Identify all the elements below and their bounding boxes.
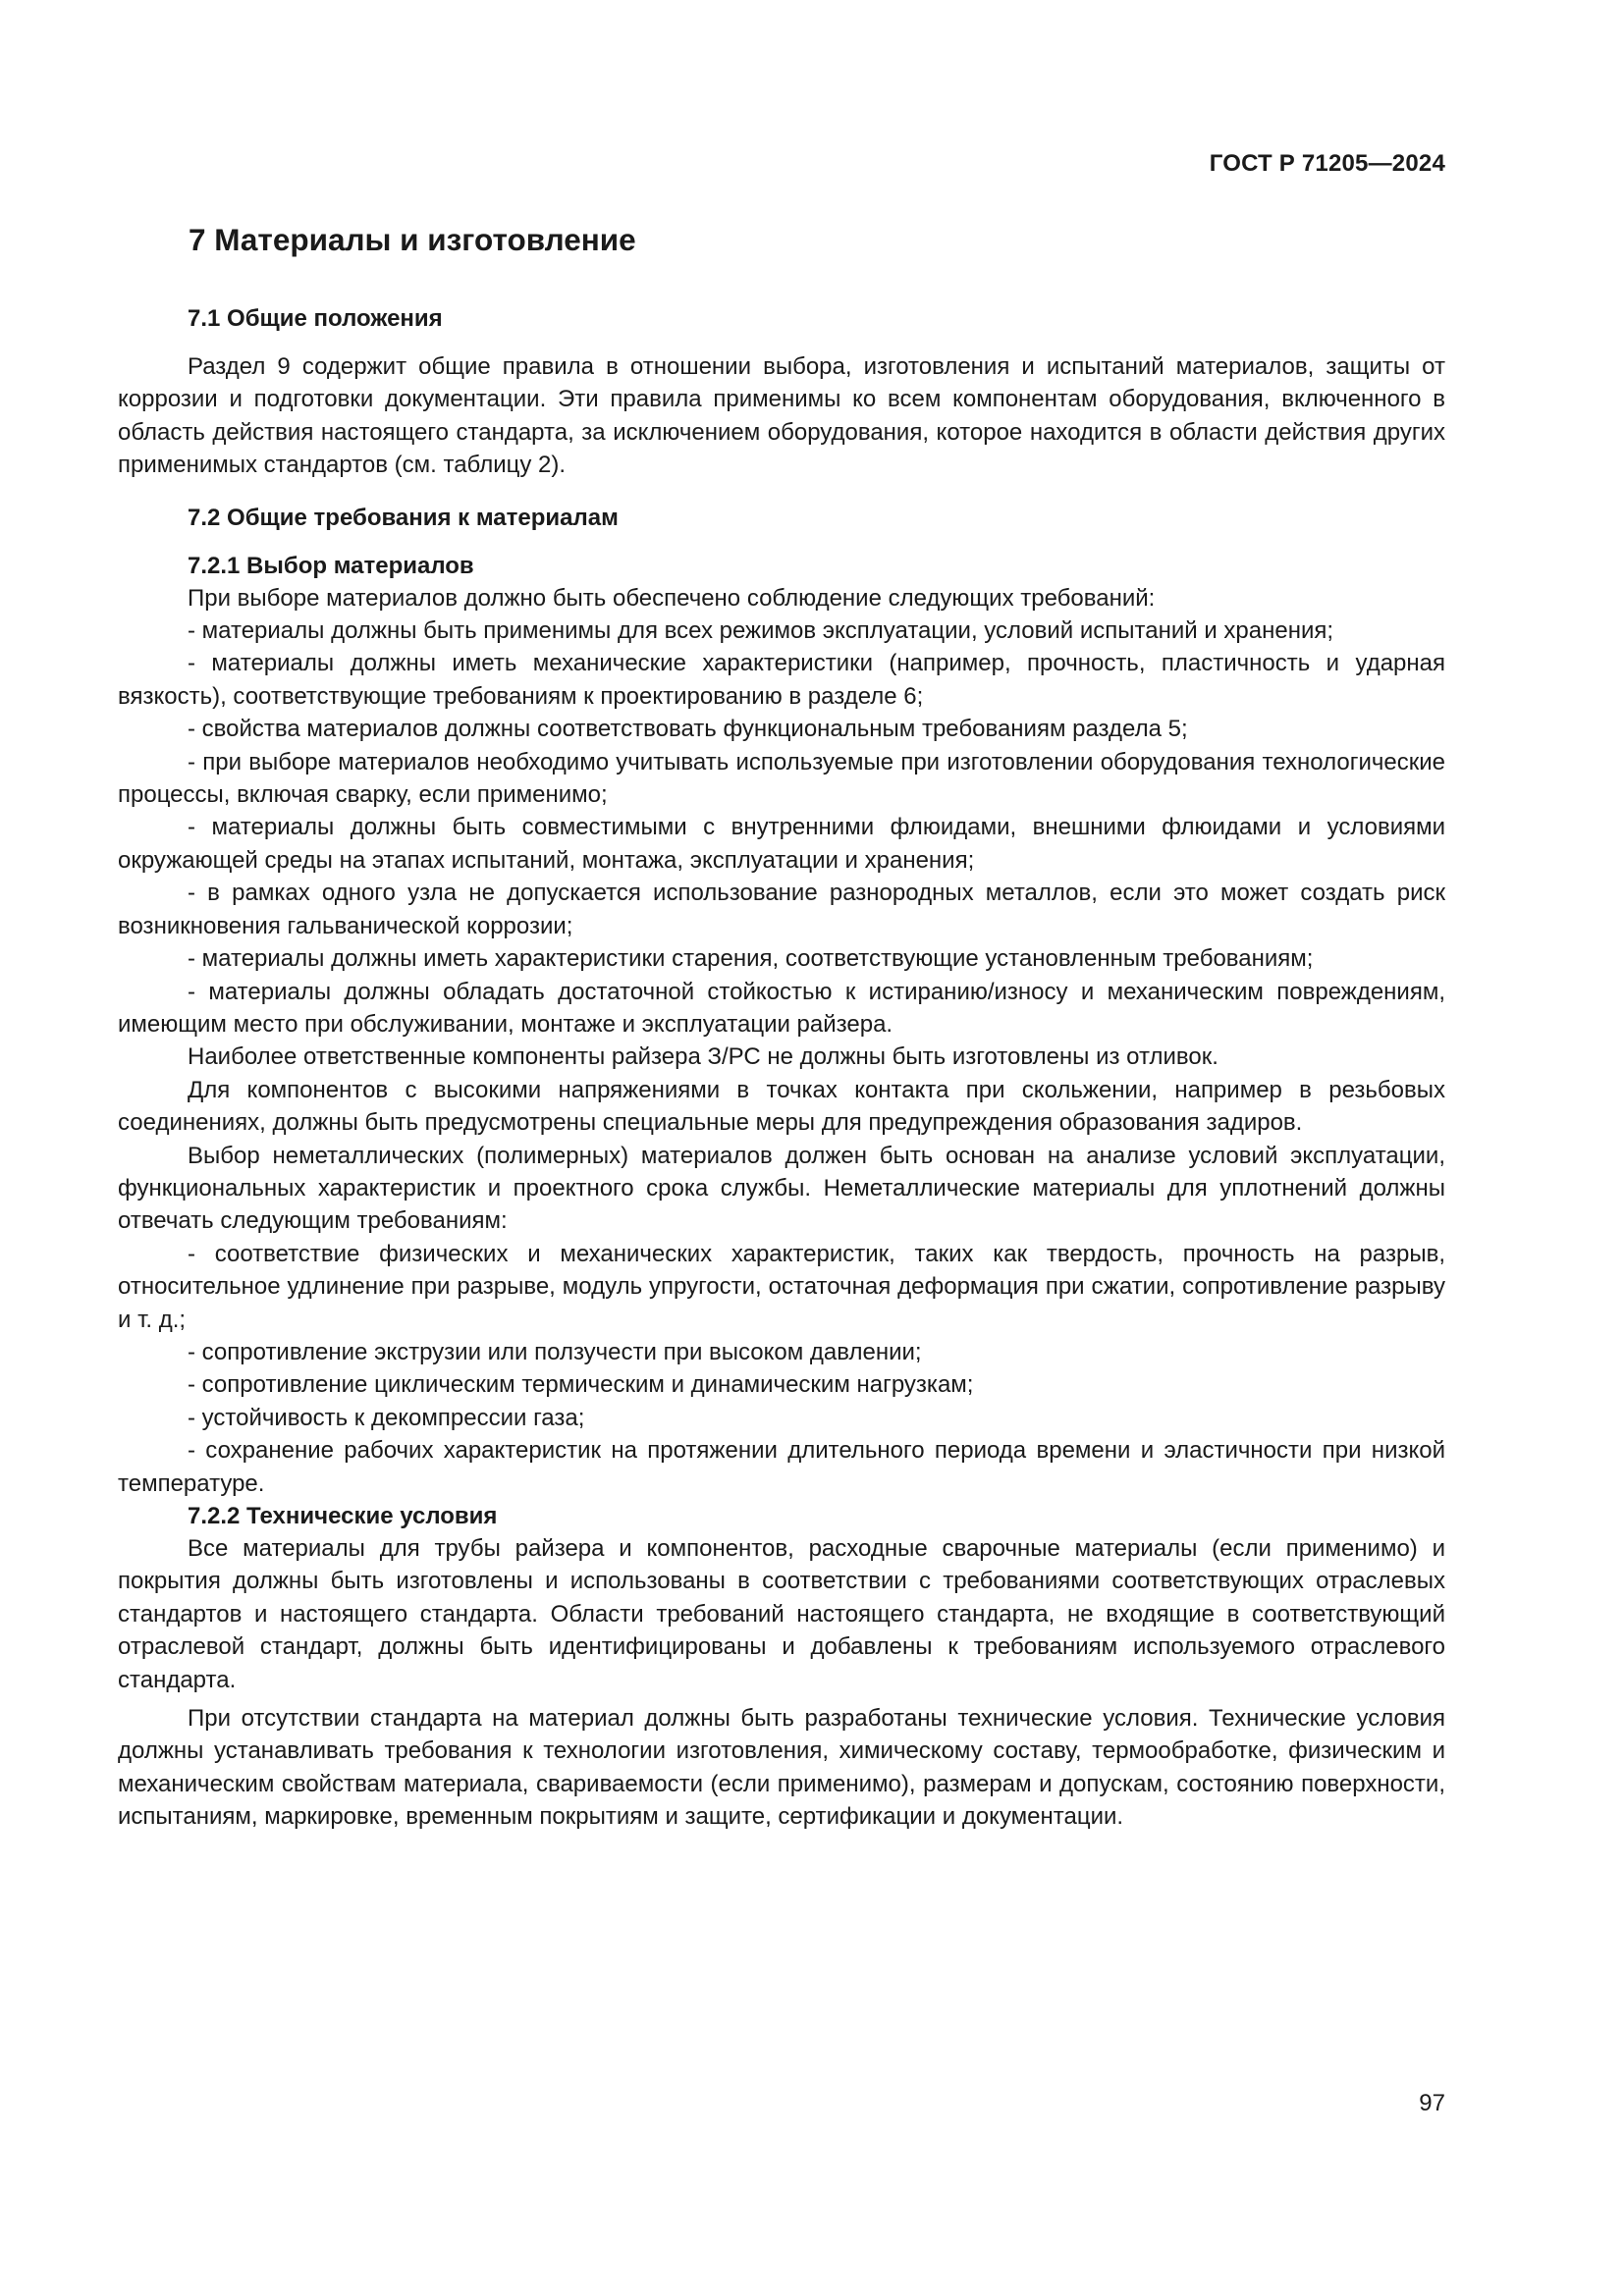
list-item: - сопротивление экструзии или ползучести при высоком давлении; <box>188 1338 922 1365</box>
list-item: - материалы должны быть совместимыми с внутренними флюидами, внешними флюидами и условиями окружающей среды на этапах испытаний, монтажа, эксплуатации и хранения; <box>118 814 1445 874</box>
subsection-7-2-2-title: 7.2.2 Технические условия <box>188 1503 498 1529</box>
page-content <box>118 218 1445 1834</box>
paragraph: Все материалы для трубы райзера и компонентов, расходные сварочные материалы (если применимо) и покрытия должны быть изготовлены и использованы в соответствии с требованиями соответствующих отраслевых стандартов и настоящего стандарта. Области требований настоящего стандарта, не входящие в соответствующий отраслевой стандарт, должны быть идентифицированы и добавлены к требованиям используемого отраслевого стандарта. <box>118 1535 1445 1693</box>
paragraph: При выборе материалов должно быть обеспечено соблюдение следующих требований: <box>188 584 1156 612</box>
document-code: ГОСТ Р 71205—2024 <box>1209 150 1445 177</box>
list-item: - устойчивость к декомпрессии газа; <box>188 1404 585 1431</box>
paragraph: Раздел 9 содержит общие правила в отношении выбора, изготовления и испытаний материалов, защиты от коррозии и подготовки документации. Эти правила применимы ко всем компонентам оборудования, включенного в область действия настоящего стандарта, за исключением оборудования, которое находится в области действия других применимых стандартов (см. таблицу 2). <box>118 353 1445 479</box>
list-item: - свойства материалов должны соответствовать функциональным требованиям раздела 5; <box>188 716 1188 743</box>
list-item: - сохранение рабочих характеристик на протяжении длительного периода времени и эластичности при низкой температуре. <box>118 1437 1445 1497</box>
list-item: - материалы должны иметь механические характеристики (например, прочность, пластичность и ударная вязкость), соответствующие требованиям к проектированию в разделе 6; <box>118 650 1445 710</box>
list-item: - материалы должны быть применимы для всех режимов эксплуатации, условий испытаний и хранения; <box>188 617 1334 645</box>
subsection-7-2-1-title: 7.2.1 Выбор материалов <box>188 552 474 579</box>
list-item: - при выборе материалов необходимо учитывать используемые при изготовлении оборудования технологические процессы, включая сварку, если применимо; <box>118 748 1445 809</box>
subsection-7-2-title: 7.2 Общие требования к материалам <box>188 504 619 531</box>
paragraph: Выбор неметаллических (полимерных) материалов должен быть основан на анализе условий эксплуатации, функциональных характеристик и проектного срока службы. Неметаллические материалы для уплотнений должны отвечать следующим требованиям: <box>118 1142 1445 1235</box>
paragraph: Наиболее ответственные компоненты райзера З/РС не должны быть изготовлены из отливок. <box>188 1043 1218 1071</box>
list-item: - материалы должны иметь характеристики старения, соответствующие установленным требованиям; <box>188 945 1314 973</box>
list-item: - соответствие физических и механических характеристик, таких как твердость, прочность на разрыв, относительное удлинение при разрыве, модуль упругости, остаточная деформация при сжатии, сопротивление разрыву и т. д.; <box>118 1240 1445 1333</box>
paragraph: При отсутствии стандарта на материал должны быть разработаны технические условия. Технические условия должны устанавливать требования к технологии изготовления, химическому составу, термообработке, физическим и механическим свойствам материала, свариваемости (если применимо), размерам и допускам, состоянию поверхности, испытаниям, маркировке, временным покрытиям и защите, сертификации и документации. <box>118 1705 1445 1831</box>
list-item: - в рамках одного узла не допускается использование разнородных металлов, если это может создать риск возникновения гальванической коррозии; <box>118 880 1445 939</box>
list-item: - материалы должны обладать достаточной стойкостью к истиранию/износу и механическим повреждениям, имеющим место при обслуживании, монтаже и эксплуатации райзера. <box>118 978 1445 1038</box>
paragraph: Для компонентов с высокими напряжениями в точках контакта при скольжении, например в резьбовых соединениях, должны быть предусмотрены специальные меры для предупреждения образования задиров. <box>118 1076 1445 1137</box>
subsection-7-1-title: 7.1 Общие положения <box>188 305 443 332</box>
list-item: - сопротивление циклическим термическим и динамическим нагрузкам; <box>188 1371 974 1399</box>
section-title: 7 Материалы и изготовление <box>189 222 636 257</box>
page-number: 97 <box>1419 2090 1445 2116</box>
